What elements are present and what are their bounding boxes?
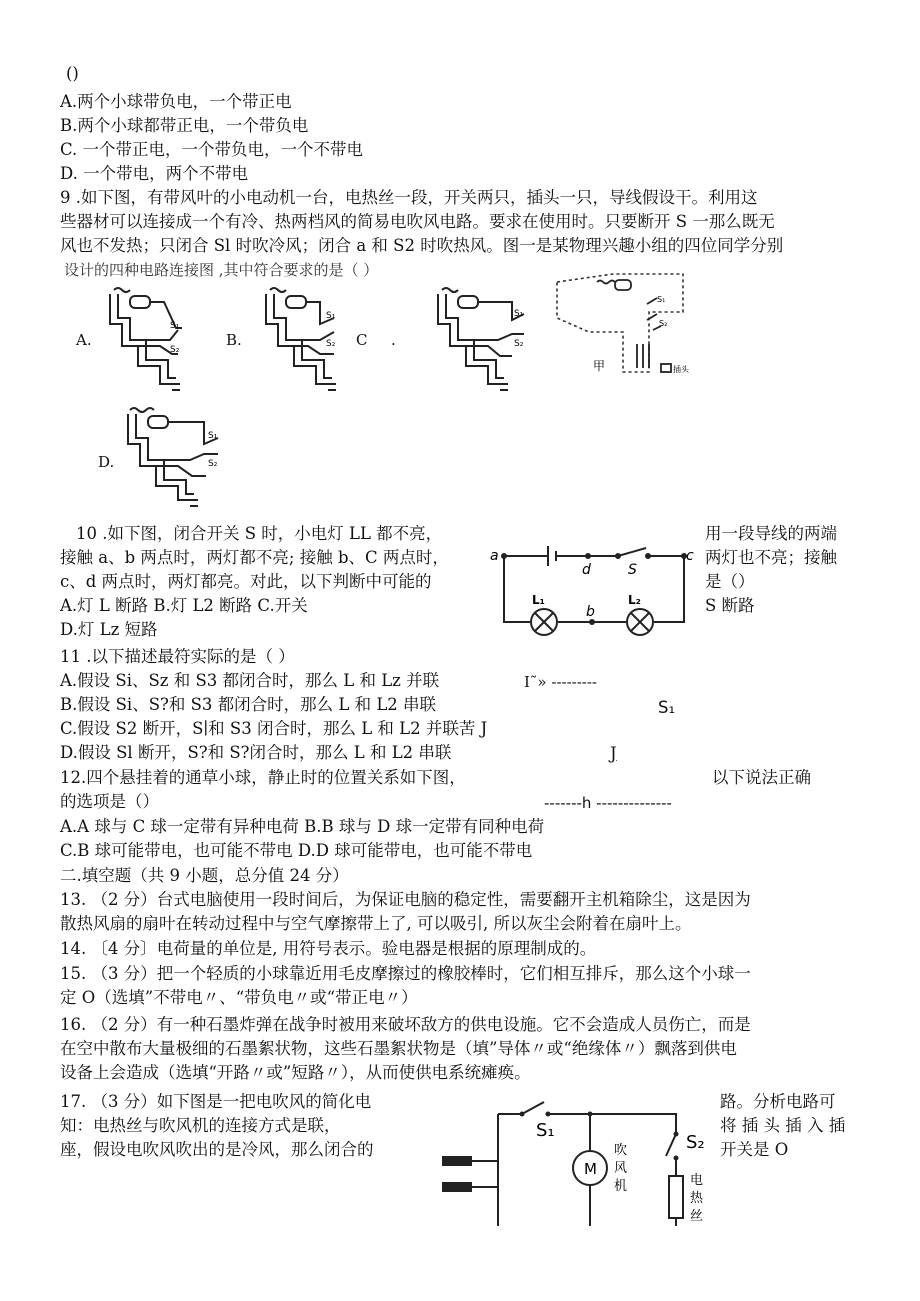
q10-right-3: 是（） xyxy=(705,572,755,591)
q11-option-d: D.假设 Sl 断开，S?和 S?闭合时，那么 L 和 L2 串联 xyxy=(60,743,452,762)
q9-label-c: C xyxy=(356,331,368,349)
q8-option-a: A.两个小球带负电，一个带正电 xyxy=(60,92,292,111)
q9-circuit-b xyxy=(256,284,356,400)
q10-point-d: d xyxy=(582,562,591,578)
q12-figure-fragment: -------h -------------- xyxy=(544,794,672,812)
q17-motor-label: M xyxy=(584,1160,597,1178)
q10-lamp-l2: L₂ xyxy=(628,593,641,607)
q10-option-ab: A.灯 L 断路 B.灯 L2 断路 C.开关 xyxy=(60,596,308,615)
q9-label-c-dot: . xyxy=(391,331,396,349)
q11-option-c: C.假设 S2 断开，S∣和 S3 闭合时，那么 L 和 L2 并联苦 J xyxy=(60,719,488,738)
q9-figure-label: 甲 xyxy=(593,359,606,373)
svg-text:S₂: S₂ xyxy=(170,345,180,355)
q10-right-2: 两灯也不亮；接触 xyxy=(705,548,837,567)
q9-label-a: A. xyxy=(76,331,92,349)
q11-option-b: B.假设 Si、S?和 S3 都闭合时，那么 L 和 L2 串联 xyxy=(60,695,437,714)
svg-text:S₂: S₂ xyxy=(208,459,218,469)
q9-circuit-d xyxy=(118,404,238,516)
svg-text:S₂: S₂ xyxy=(326,339,336,349)
q12-line-1: 12.四个悬挂着的通草小球，静止时的位置关系如下图， xyxy=(60,768,466,787)
q10-line-1: 10 .如下图，闭合开关 S 时，小电灯 LL 都不亮， xyxy=(76,524,443,543)
q17-right-1: 路。分析电路可 xyxy=(720,1092,836,1111)
q10-circuit xyxy=(488,540,703,640)
q9-label-d: D. xyxy=(98,453,115,471)
q14-line-1: 14. 〔4 分〕电荷量的单位是, 用符号表示。验电器是根据的原理制成的。 xyxy=(60,939,597,958)
q17-heater-label-2: 热 xyxy=(690,1191,704,1206)
q9-line-1: 9 .如下图，有带风叶的小电动机一台，电热丝一段，开关两只，插头一只，导线假设干。利用这 xyxy=(60,188,758,207)
q11-stem: 11 .以下描述最符实际的是（ ） xyxy=(60,647,295,666)
q17-right-3: 开关是 O xyxy=(720,1140,789,1159)
q10-line-3: c、d 两点时，两灯都亮。对此，以下判断中可能的 xyxy=(60,572,432,591)
q10-line-2: 接触 a、b 两点时，两灯都不亮; 接触 b、C 两点时， xyxy=(60,548,449,567)
section-2-title: 二.填空题（共 9 小题，总分值 24 分） xyxy=(60,866,349,885)
q10-point-c: c xyxy=(686,548,694,564)
q10-switch-s: S xyxy=(628,562,637,578)
q13-line-2: 散热风扇的扇叶在转动过程中与空气摩擦带上了, 可以吸引, 所以灰尘会附着在扇叶上。 xyxy=(60,914,692,933)
q10-right-1: 用一段导线的两端 xyxy=(705,524,837,543)
q17-heater-label-1: 电 xyxy=(690,1173,704,1188)
q17-switch-s2: S₂ xyxy=(686,1132,705,1153)
q17-fan-label-2: 风 xyxy=(614,1161,628,1176)
q12-options-ab: A.A 球与 C 球一定带有异种电荷 B.B 球与 D 球一定带有同种电荷 xyxy=(60,817,545,836)
q8-option-d: D. 一个带电，两个不带电 xyxy=(60,164,249,183)
q15-line-1: 15. （3 分）把一个轻质的小球靠近用毛皮摩擦过的橡胶棒时，它们相互排斥，那么这个小球一 xyxy=(60,964,751,983)
q17-heater-label-3: 丝 xyxy=(690,1209,704,1224)
q8-option-c: C. 一个带正电，一个带负电，一个不带电 xyxy=(60,140,364,159)
q12-line-1-right: 以下说法正确 xyxy=(712,768,811,787)
q12-options-cd: C.B 球可能带电，也可能不带电 D.D 球可能带电，也可能不带电 xyxy=(60,841,533,860)
q17-line-3: 座，假设电吹风吹出的是冷风，那么闭合的 xyxy=(60,1140,374,1159)
svg-text:S₁: S₁ xyxy=(657,295,666,304)
q10-right-4: S 断路 xyxy=(705,596,755,615)
q9-line-4: 设计的四种电路连接图 ,其中符合要求的是（ ） xyxy=(64,261,379,279)
q10-point-a: a xyxy=(490,548,499,564)
svg-text:S₁: S₁ xyxy=(514,309,524,319)
q17-fan-label-1: 吹 xyxy=(614,1143,628,1158)
q11-figure-fragment-1: I˜» --------- xyxy=(524,673,597,691)
q16-line-2: 在空中散布大量极细的石墨絮状物，这些石墨絮状物是（填”导体〃或“绝缘体〃）飘落到供电 xyxy=(60,1039,737,1058)
svg-text:S₂: S₂ xyxy=(514,339,524,349)
svg-text:S₂: S₂ xyxy=(659,319,668,328)
q10-option-d: D.灯 Lz 短路 xyxy=(60,620,158,639)
q16-line-3: 设备上会造成（选填“开路〃或”短路〃），从而使供电系统瘫痪。 xyxy=(60,1063,531,1082)
q9-plug-label: 插头 xyxy=(673,365,689,374)
svg-text:S₁: S₁ xyxy=(170,321,180,331)
q17-switch-s1: S₁ xyxy=(536,1120,555,1141)
q11-figure-fragment-2: S₁ xyxy=(658,698,676,717)
q11-option-a: A.假设 Si、Sz 和 S3 都闭合时，那么 L 和 Lz 并联 xyxy=(60,671,440,690)
q17-line-1: 17. （3 分）如下图是一把电吹风的简化电 xyxy=(60,1092,372,1111)
q9-circuit-a xyxy=(100,284,200,400)
q9-figure-jia xyxy=(553,268,693,386)
q10-lamp-l1: L₁ xyxy=(532,593,545,607)
q9-line-2: 些器材可以连接成一个有冷、热两档风的简易电吹风电路。要求在使用时。只要断开 S 一那么既无 xyxy=(60,212,775,231)
q17-right-2: 将 插 头 插 入 插 xyxy=(720,1116,846,1135)
q17-line-2: 知：电热丝与吹风机的连接方式是联， xyxy=(60,1116,341,1135)
q9-line-3: 风也不发热；只闭合 Sl 时吹冷风；闭合 a 和 S2 时吹热风。图一是某物理兴趣小组的四位同学分别 xyxy=(60,236,784,255)
q17-circuit xyxy=(440,1086,715,1234)
q9-circuit-c xyxy=(428,284,538,400)
q17-fan-label-3: 机 xyxy=(614,1179,628,1194)
q12-line-2: 的选项是（） xyxy=(60,792,159,811)
q13-line-1: 13. （2 分）台式电脑使用一段时间后，为保证电脑的稳定性，需要翻开主机箱除尘，这是因为 xyxy=(60,890,751,909)
q8-option-b: B.两个小球都带正电，一个带负电 xyxy=(60,116,309,135)
q11-figure-fragment-3: J xyxy=(610,744,617,763)
svg-text:S₁: S₁ xyxy=(326,311,336,321)
q10-point-b: b xyxy=(586,604,595,620)
q15-line-2: 定 O（选填”不带电〃、“带负电〃或“带正电〃） xyxy=(60,988,418,1007)
svg-text:S₁: S₁ xyxy=(208,431,218,441)
q16-line-1: 16. （2 分）有一种石墨炸弹在战争时被用来破坏敌方的供电设施。它不会造成人员伤亡，而是 xyxy=(60,1015,751,1034)
q8-stem-tail: () xyxy=(66,64,79,83)
q9-label-b: B. xyxy=(226,331,242,349)
